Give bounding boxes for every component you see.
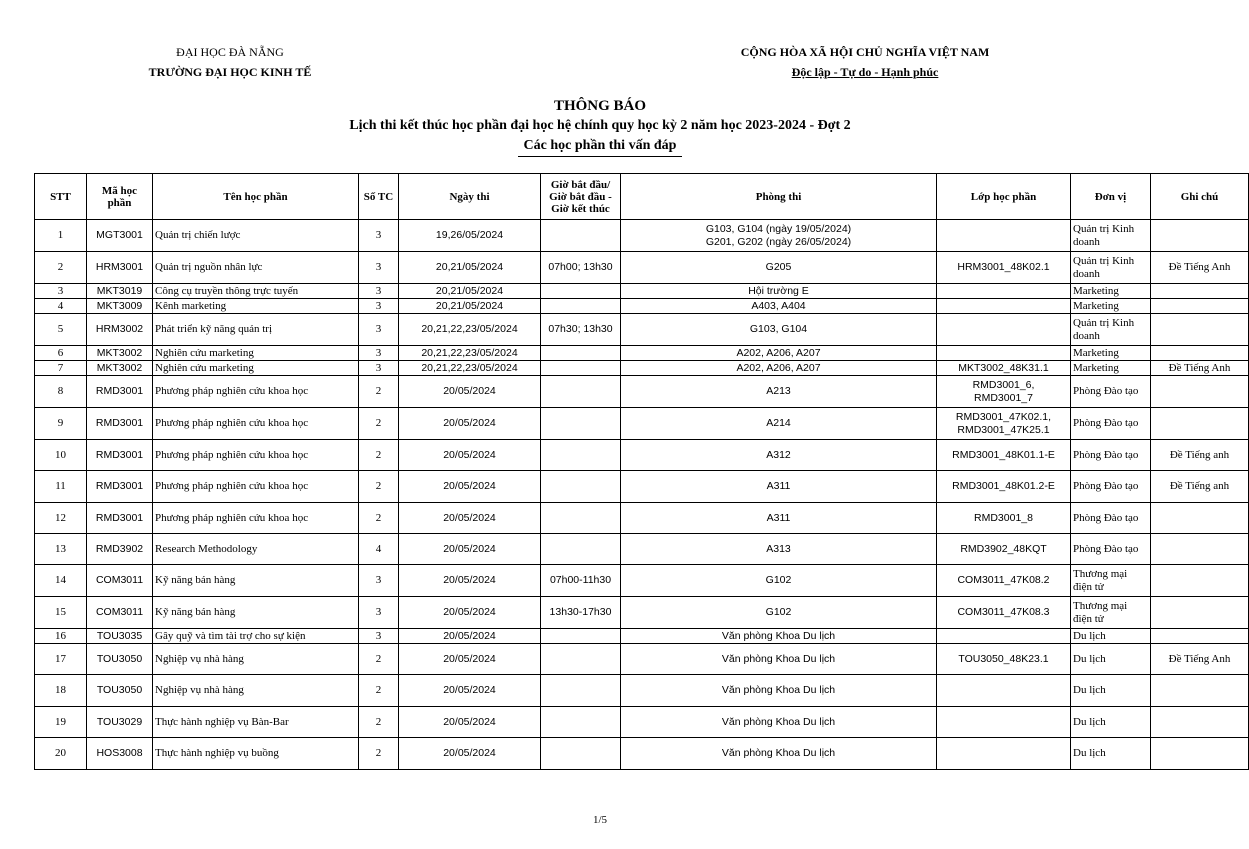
cell-date: 20,21/05/2024 [399, 284, 541, 299]
cell-code: MKT3002 [87, 361, 153, 376]
cell-room: A312 [621, 440, 937, 471]
cell-code: HRM3001 [87, 252, 153, 284]
cell-time: 13h30-17h30 [541, 597, 621, 629]
cell-code: COM3011 [87, 597, 153, 629]
cell-class: COM3011_47K08.3 [937, 597, 1071, 629]
cell-name: Research Methodology [153, 534, 359, 565]
cell-stt: 4 [35, 299, 87, 314]
cell-class [937, 738, 1071, 770]
cell-room: A202, A206, A207 [621, 346, 937, 361]
cell-date: 20/05/2024 [399, 738, 541, 770]
table-row [35, 565, 1249, 597]
cell-time [541, 738, 621, 770]
cell-class: COM3011_47K08.2 [937, 565, 1071, 597]
cell-room: G102 [621, 565, 937, 597]
cell-class: TOU3050_48K23.1 [937, 644, 1071, 675]
cell-date: 20,21,22,23/05/2024 [399, 314, 541, 346]
table-row [35, 503, 1249, 534]
cell-room: G102 [621, 597, 937, 629]
table-row [35, 361, 1249, 376]
table-body [35, 220, 1249, 770]
cell-room: A311 [621, 471, 937, 503]
cell-code: TOU3050 [87, 644, 153, 675]
col-header-class: Lớp học phần [937, 174, 1071, 220]
cell-class [937, 675, 1071, 707]
cell-unit: Du lịch [1071, 644, 1151, 675]
cell-stt: 19 [35, 707, 87, 738]
cell-name: Thực hành nghiệp vụ buồng [153, 738, 359, 770]
cell-date: 20/05/2024 [399, 629, 541, 644]
cell-stt: 6 [35, 346, 87, 361]
cell-stt: 11 [35, 471, 87, 503]
table-row [35, 299, 1249, 314]
cell-time [541, 534, 621, 565]
table-row [35, 284, 1249, 299]
cell-note [1151, 534, 1249, 565]
cell-class: RMD3001_48K01.1-E [937, 440, 1071, 471]
cell-tc: 4 [359, 534, 399, 565]
cell-time [541, 220, 621, 252]
cell-name: Nghiệp vụ nhà hàng [153, 644, 359, 675]
cell-time [541, 440, 621, 471]
cell-time [541, 503, 621, 534]
motto: Độc lập - Tự do - Hạnh phúc [791, 65, 939, 79]
cell-unit: Thương mại điện tử [1071, 597, 1151, 629]
cell-name: Kênh marketing [153, 299, 359, 314]
cell-code: HOS3008 [87, 738, 153, 770]
section-title: Các học phần thi vấn đáp [518, 136, 683, 157]
cell-note: Đề Tiếng Anh [1151, 361, 1249, 376]
cell-time [541, 361, 621, 376]
cell-tc: 2 [359, 675, 399, 707]
cell-note [1151, 408, 1249, 440]
cell-room: Văn phòng Khoa Du lịch [621, 675, 937, 707]
cell-stt: 8 [35, 376, 87, 408]
cell-room: Văn phòng Khoa Du lịch [621, 629, 937, 644]
notice-title: THÔNG BÁO [553, 98, 647, 114]
cell-date: 20/05/2024 [399, 376, 541, 408]
table-row [35, 707, 1249, 738]
cell-note [1151, 503, 1249, 534]
cell-date: 19,26/05/2024 [399, 220, 541, 252]
table-row [35, 675, 1249, 707]
cell-name: Kỹ năng bán hàng [153, 565, 359, 597]
cell-unit: Phòng Đào tạo [1071, 408, 1151, 440]
cell-date: 20,21/05/2024 [399, 252, 541, 284]
cell-name: Phương pháp nghiên cứu khoa học [153, 471, 359, 503]
cell-tc: 3 [359, 299, 399, 314]
cell-unit: Quản trị Kinh doanh [1071, 220, 1151, 252]
cell-unit: Du lịch [1071, 707, 1151, 738]
col-header-time: Giờ bắt đầu/ Giờ bắt đầu - Giờ kết thúc [541, 174, 621, 220]
cell-name: Gây quỹ và tìm tài trợ cho sự kiện [153, 629, 359, 644]
exam-schedule-table [34, 173, 1249, 770]
cell-room: Văn phòng Khoa Du lịch [621, 707, 937, 738]
cell-room: G205 [621, 252, 937, 284]
cell-class: HRM3001_48K02.1 [937, 252, 1071, 284]
table-row [35, 534, 1249, 565]
cell-class [937, 220, 1071, 252]
cell-name: Công cụ truyền thông trực tuyến [153, 284, 359, 299]
cell-date: 20/05/2024 [399, 408, 541, 440]
header-left [80, 42, 380, 82]
cell-date: 20/05/2024 [399, 471, 541, 503]
cell-time [541, 346, 621, 361]
cell-stt: 20 [35, 738, 87, 770]
table-row [35, 220, 1249, 252]
cell-room: Văn phòng Khoa Du lịch [621, 644, 937, 675]
cell-unit: Phòng Đào tạo [1071, 471, 1151, 503]
cell-tc: 2 [359, 503, 399, 534]
cell-tc: 2 [359, 471, 399, 503]
university-name: ĐẠI HỌC ĐÀ NẴNG [176, 45, 284, 59]
cell-unit: Du lịch [1071, 629, 1151, 644]
cell-note [1151, 675, 1249, 707]
cell-unit: Marketing [1071, 299, 1151, 314]
cell-note [1151, 565, 1249, 597]
cell-class [937, 346, 1071, 361]
cell-stt: 5 [35, 314, 87, 346]
cell-time [541, 471, 621, 503]
table-row [35, 471, 1249, 503]
cell-unit: Phòng Đào tạo [1071, 376, 1151, 408]
title-block [0, 96, 1200, 157]
header-right [700, 42, 1030, 82]
cell-tc: 3 [359, 252, 399, 284]
cell-stt: 10 [35, 440, 87, 471]
cell-tc: 2 [359, 644, 399, 675]
cell-unit: Phòng Đào tạo [1071, 534, 1151, 565]
cell-time: 07h00-11h30 [541, 565, 621, 597]
school-name: TRƯỜNG ĐẠI HỌC KINH TẾ [148, 65, 312, 79]
cell-time [541, 284, 621, 299]
cell-class [937, 284, 1071, 299]
cell-stt: 14 [35, 565, 87, 597]
cell-date: 20/05/2024 [399, 675, 541, 707]
cell-room: A202, A206, A207 [621, 361, 937, 376]
cell-name: Phương pháp nghiên cứu khoa học [153, 440, 359, 471]
cell-tc: 2 [359, 738, 399, 770]
table-row [35, 252, 1249, 284]
cell-stt: 12 [35, 503, 87, 534]
cell-stt: 9 [35, 408, 87, 440]
cell-unit: Du lịch [1071, 738, 1151, 770]
cell-code: HRM3002 [87, 314, 153, 346]
cell-code: RMD3001 [87, 440, 153, 471]
cell-class [937, 707, 1071, 738]
col-header-name: Tên học phần [153, 174, 359, 220]
cell-room: Văn phòng Khoa Du lịch [621, 738, 937, 770]
cell-note [1151, 299, 1249, 314]
cell-name: Phương pháp nghiên cứu khoa học [153, 376, 359, 408]
cell-note [1151, 376, 1249, 408]
table-row [35, 644, 1249, 675]
cell-unit: Thương mại điện tử [1071, 565, 1151, 597]
cell-name: Kỹ năng bán hàng [153, 597, 359, 629]
cell-tc: 2 [359, 440, 399, 471]
cell-date: 20,21,22,23/05/2024 [399, 346, 541, 361]
cell-class: RMD3902_48KQT [937, 534, 1071, 565]
cell-name: Nghiên cứu marketing [153, 346, 359, 361]
cell-class [937, 299, 1071, 314]
cell-tc: 3 [359, 361, 399, 376]
cell-time: 07h30; 13h30 [541, 314, 621, 346]
cell-time [541, 644, 621, 675]
cell-room: A403, A404 [621, 299, 937, 314]
cell-note: Đề Tiếng anh [1151, 471, 1249, 503]
cell-date: 20,21/05/2024 [399, 299, 541, 314]
cell-note [1151, 597, 1249, 629]
cell-name: Quản trị nguồn nhân lực [153, 252, 359, 284]
cell-stt: 15 [35, 597, 87, 629]
cell-tc: 3 [359, 220, 399, 252]
cell-name: Quản trị chiến lược [153, 220, 359, 252]
table-row [35, 440, 1249, 471]
table-row [35, 597, 1249, 629]
cell-stt: 1 [35, 220, 87, 252]
cell-code: TOU3050 [87, 675, 153, 707]
col-header-code: Mã học phần [87, 174, 153, 220]
cell-name: Nghiệp vụ nhà hàng [153, 675, 359, 707]
cell-unit: Du lịch [1071, 675, 1151, 707]
table-row [35, 408, 1249, 440]
cell-date: 20/05/2024 [399, 565, 541, 597]
cell-code: MGT3001 [87, 220, 153, 252]
cell-code: RMD3001 [87, 503, 153, 534]
cell-stt: 7 [35, 361, 87, 376]
cell-note [1151, 629, 1249, 644]
page-number: 1/5 [592, 814, 608, 826]
cell-code: RMD3001 [87, 471, 153, 503]
cell-name: Nghiên cứu marketing [153, 361, 359, 376]
cell-unit: Marketing [1071, 284, 1151, 299]
cell-tc: 3 [359, 565, 399, 597]
cell-time [541, 376, 621, 408]
cell-unit: Phòng Đào tạo [1071, 503, 1151, 534]
cell-note [1151, 220, 1249, 252]
cell-code: RMD3001 [87, 376, 153, 408]
cell-class: MKT3002_48K31.1 [937, 361, 1071, 376]
col-header-note: Ghi chú [1151, 174, 1249, 220]
cell-note: Đề Tiếng Anh [1151, 252, 1249, 284]
table-row [35, 738, 1249, 770]
cell-note: Đề Tiếng anh [1151, 440, 1249, 471]
cell-room: A313 [621, 534, 937, 565]
cell-room: G103, G104 [621, 314, 937, 346]
cell-stt: 3 [35, 284, 87, 299]
country-name: CỘNG HÒA XÃ HỘI CHỦ NGHĨA VIỆT NAM [740, 45, 990, 59]
cell-tc: 2 [359, 376, 399, 408]
cell-code: RMD3001 [87, 408, 153, 440]
cell-date: 20/05/2024 [399, 503, 541, 534]
cell-unit: Quản trị Kinh doanh [1071, 314, 1151, 346]
cell-tc: 2 [359, 707, 399, 738]
cell-room: Hội trường E [621, 284, 937, 299]
cell-tc: 3 [359, 597, 399, 629]
notice-subtitle: Lịch thi kết thúc học phần đại học hệ chính quy học kỳ 2 năm học 2023-2024 - Đợt 2 [349, 118, 851, 133]
cell-code: TOU3029 [87, 707, 153, 738]
cell-name: Phát triển kỹ năng quản trị [153, 314, 359, 346]
cell-note [1151, 707, 1249, 738]
cell-date: 20,21,22,23/05/2024 [399, 361, 541, 376]
cell-date: 20/05/2024 [399, 644, 541, 675]
cell-code: MKT3019 [87, 284, 153, 299]
cell-date: 20/05/2024 [399, 597, 541, 629]
table-row [35, 314, 1249, 346]
cell-name: Phương pháp nghiên cứu khoa học [153, 503, 359, 534]
cell-tc: 2 [359, 408, 399, 440]
cell-note: Đề Tiếng Anh [1151, 644, 1249, 675]
cell-code: RMD3902 [87, 534, 153, 565]
table-row [35, 346, 1249, 361]
col-header-credits: Số TC [359, 174, 399, 220]
cell-note [1151, 346, 1249, 361]
cell-note [1151, 314, 1249, 346]
col-header-room: Phòng thi [621, 174, 937, 220]
cell-class: RMD3001_8 [937, 503, 1071, 534]
cell-name: Thực hành nghiệp vụ Bàn-Bar [153, 707, 359, 738]
cell-code: MKT3009 [87, 299, 153, 314]
cell-class: RMD3001_6, RMD3001_7 [937, 376, 1071, 408]
cell-time [541, 408, 621, 440]
cell-tc: 3 [359, 284, 399, 299]
cell-unit: Quản trị Kinh doanh [1071, 252, 1151, 284]
table-row [35, 376, 1249, 408]
cell-stt: 2 [35, 252, 87, 284]
cell-stt: 16 [35, 629, 87, 644]
table-header-row [35, 174, 1249, 220]
cell-unit: Marketing [1071, 346, 1151, 361]
cell-date: 20/05/2024 [399, 534, 541, 565]
col-header-stt: STT [35, 174, 87, 220]
col-header-unit: Đơn vị [1071, 174, 1151, 220]
cell-class: RMD3001_47K02.1, RMD3001_47K25.1 [937, 408, 1071, 440]
cell-tc: 3 [359, 314, 399, 346]
cell-room: A311 [621, 503, 937, 534]
cell-note [1151, 284, 1249, 299]
cell-time [541, 707, 621, 738]
cell-tc: 3 [359, 346, 399, 361]
cell-stt: 13 [35, 534, 87, 565]
cell-time: 07h00; 13h30 [541, 252, 621, 284]
cell-class [937, 314, 1071, 346]
table-row [35, 629, 1249, 644]
cell-note [1151, 738, 1249, 770]
cell-date: 20/05/2024 [399, 707, 541, 738]
cell-class: RMD3001_48K01.2-E [937, 471, 1071, 503]
cell-time [541, 299, 621, 314]
cell-code: MKT3002 [87, 346, 153, 361]
cell-room: A213 [621, 376, 937, 408]
cell-code: COM3011 [87, 565, 153, 597]
col-header-date: Ngày thi [399, 174, 541, 220]
cell-tc: 3 [359, 629, 399, 644]
cell-class [937, 629, 1071, 644]
cell-room: G103, G104 (ngày 19/05/2024) G201, G202 (ngày 26/05/2024) [621, 220, 937, 252]
cell-room: A214 [621, 408, 937, 440]
cell-name: Phương pháp nghiên cứu khoa học [153, 408, 359, 440]
cell-time [541, 629, 621, 644]
cell-stt: 18 [35, 675, 87, 707]
cell-stt: 17 [35, 644, 87, 675]
cell-unit: Marketing [1071, 361, 1151, 376]
cell-unit: Phòng Đào tạo [1071, 440, 1151, 471]
cell-date: 20/05/2024 [399, 440, 541, 471]
cell-code: TOU3035 [87, 629, 153, 644]
cell-time [541, 675, 621, 707]
